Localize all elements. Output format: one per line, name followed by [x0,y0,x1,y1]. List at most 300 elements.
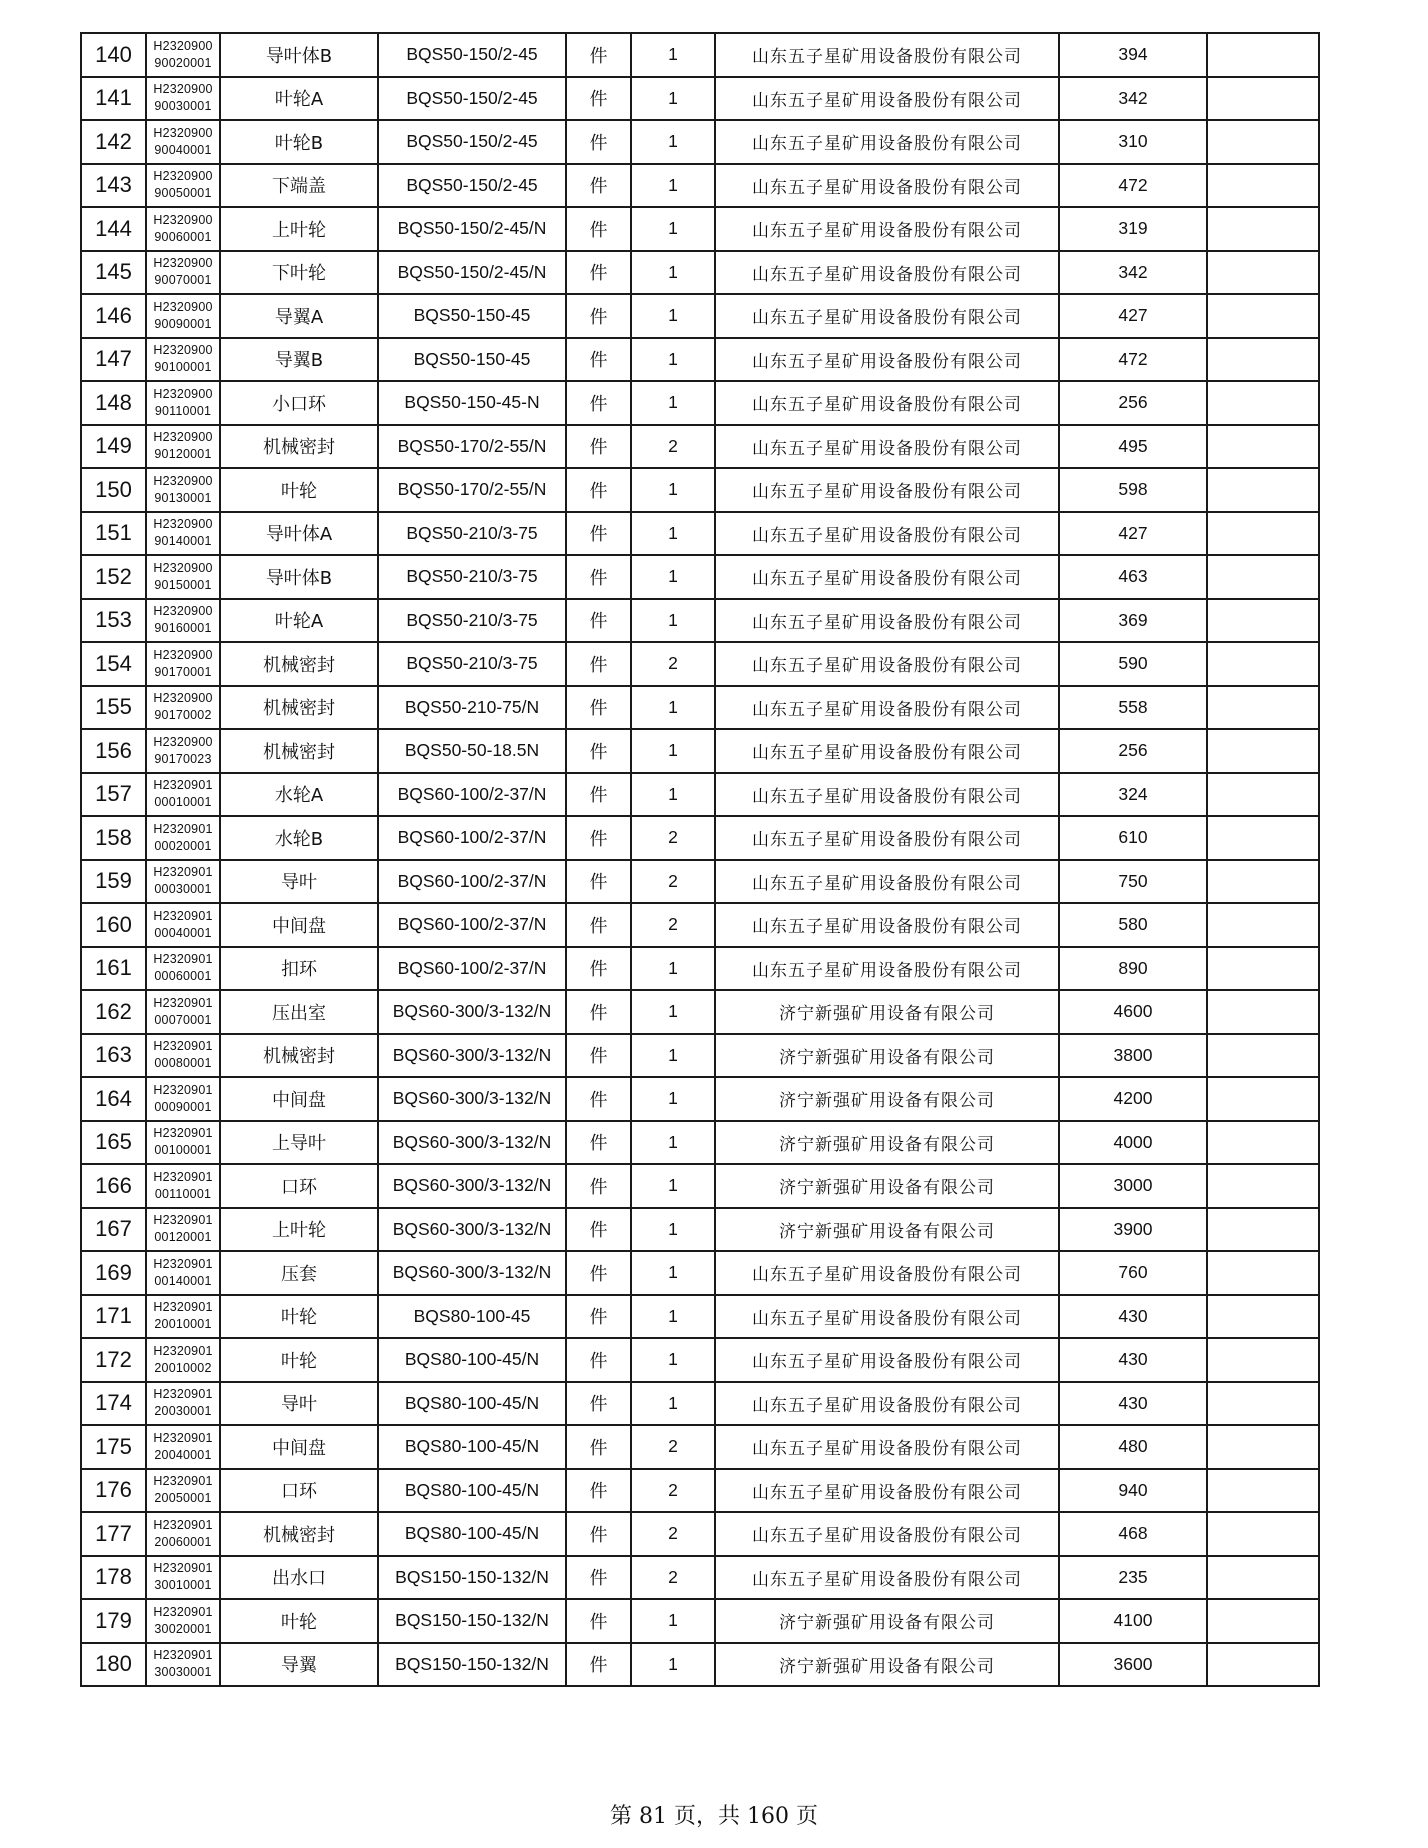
supplier-cell: 山东五子星矿用设备股份有限公司 [715,860,1059,904]
supplier-cell: 济宁新强矿用设备有限公司 [715,1121,1059,1165]
price-cell: 4000 [1059,1121,1207,1165]
quantity-cell: 1 [631,77,715,121]
price-cell: 750 [1059,860,1207,904]
price-cell: 324 [1059,773,1207,817]
supplier-cell: 山东五子星矿用设备股份有限公司 [715,164,1059,208]
supplier-cell: 山东五子星矿用设备股份有限公司 [715,1469,1059,1513]
material-code-cell [146,1251,220,1295]
row-number-cell: 164 [81,1077,146,1121]
part-name-cell: 出水口 [220,1556,378,1600]
model-spec-cell: BQS60-300/3-132/N [378,1077,566,1121]
supplier-cell: 山东五子星矿用设备股份有限公司 [715,686,1059,730]
remark-cell [1207,1643,1319,1687]
table-row [81,120,1319,164]
part-name-cell: 导叶 [220,1382,378,1426]
model-spec-cell: BQS60-300/3-132/N [378,1121,566,1165]
material-code-cell [146,164,220,208]
row-number-cell: 179 [81,1599,146,1643]
supplier-cell: 山东五子星矿用设备股份有限公司 [715,338,1059,382]
material-code-cell [146,1295,220,1339]
quantity-cell: 1 [631,120,715,164]
material-code-line2: 90050001 [154,186,212,201]
remark-cell [1207,1295,1319,1339]
model-spec-cell: BQS60-300/3-132/N [378,1034,566,1078]
material-code-cell [146,338,220,382]
supplier-cell: 山东五子星矿用设备股份有限公司 [715,120,1059,164]
quantity-cell: 2 [631,1425,715,1469]
material-code-line1: H2320900 [153,125,213,140]
supplier-cell: 济宁新强矿用设备有限公司 [715,1599,1059,1643]
table-row [81,599,1319,643]
row-number-cell: 151 [81,512,146,556]
material-code-cell [146,1425,220,1469]
part-name-cell: 中间盘 [220,1077,378,1121]
unit-cell: 件 [566,120,631,164]
supplier-cell: 山东五子星矿用设备股份有限公司 [715,555,1059,599]
remark-cell [1207,1382,1319,1426]
quantity-cell: 1 [631,686,715,730]
supplier-cell: 山东五子星矿用设备股份有限公司 [715,425,1059,469]
row-number-cell: 162 [81,990,146,1034]
material-code-line2: 00010001 [154,795,212,810]
row-number-cell: 143 [81,164,146,208]
material-code-line2: 00120001 [154,1230,212,1245]
part-name-cell: 口环 [220,1469,378,1513]
quantity-cell: 1 [631,947,715,991]
quantity-cell: 1 [631,381,715,425]
model-spec-cell: BQS60-100/2-37/N [378,947,566,991]
supplier-cell: 山东五子星矿用设备股份有限公司 [715,947,1059,991]
material-code-line1: H2320901 [153,995,213,1010]
model-spec-cell: BQS50-210/3-75 [378,512,566,556]
unit-cell: 件 [566,1121,631,1165]
remark-cell [1207,338,1319,382]
part-name-cell: 导叶体B [220,33,378,77]
material-code-line2: 90140001 [154,534,212,549]
material-code-line1: H2320900 [153,473,213,488]
material-code-line2: 90170002 [154,708,212,723]
material-code-line1: H2320900 [153,256,213,271]
model-spec-cell: BQS60-100/2-37/N [378,903,566,947]
part-name-cell: 叶轮A [220,77,378,121]
supplier-cell: 山东五子星矿用设备股份有限公司 [715,251,1059,295]
material-code-cell [146,1512,220,1556]
model-spec-cell: BQS60-100/2-37/N [378,816,566,860]
material-code-line1: H2320901 [153,865,213,880]
material-code-line1: H2320900 [153,517,213,532]
quantity-cell: 1 [631,1077,715,1121]
material-code-line2: 90170001 [154,664,212,679]
row-number-cell: 140 [81,33,146,77]
remark-cell [1207,1164,1319,1208]
row-number-cell: 177 [81,1512,146,1556]
supplier-cell: 山东五子星矿用设备股份有限公司 [715,1425,1059,1469]
material-code-cell [146,251,220,295]
remark-cell [1207,425,1319,469]
unit-cell: 件 [566,164,631,208]
remark-cell [1207,1599,1319,1643]
remark-cell [1207,642,1319,686]
model-spec-cell: BQS50-150/2-45 [378,164,566,208]
price-cell: 760 [1059,1251,1207,1295]
supplier-cell: 山东五子星矿用设备股份有限公司 [715,773,1059,817]
part-name-cell: 机械密封 [220,729,378,773]
row-number-cell: 161 [81,947,146,991]
price-cell: 342 [1059,77,1207,121]
page-footer: 第 81 页，共 160 页 [610,1804,818,1829]
unit-cell: 件 [566,642,631,686]
row-number-cell: 154 [81,642,146,686]
unit-cell: 件 [566,251,631,295]
quantity-cell: 1 [631,1382,715,1426]
material-code-line2: 00100001 [154,1143,212,1158]
material-code-line1: H2320901 [153,1604,213,1619]
price-cell: 4600 [1059,990,1207,1034]
price-cell: 472 [1059,338,1207,382]
model-spec-cell: BQS150-150-132/N [378,1599,566,1643]
price-cell: 369 [1059,599,1207,643]
material-code-line1: H2320900 [153,38,213,53]
quantity-cell: 1 [631,1338,715,1382]
unit-cell: 件 [566,381,631,425]
material-code-line1: H2320901 [153,1517,213,1532]
supplier-cell: 山东五子星矿用设备股份有限公司 [715,729,1059,773]
material-code-line2: 90040001 [154,142,212,157]
material-code-cell [146,33,220,77]
unit-cell: 件 [566,1077,631,1121]
material-code-line1: H2320901 [153,1387,213,1402]
remark-cell [1207,251,1319,295]
part-name-cell: 叶轮B [220,120,378,164]
material-code-line2: 00070001 [154,1012,212,1027]
material-code-line1: H2320901 [153,1126,213,1141]
model-spec-cell: BQS50-210-75/N [378,686,566,730]
material-code-line1: H2320901 [153,952,213,967]
material-code-cell [146,1599,220,1643]
remark-cell [1207,990,1319,1034]
material-code-line1: H2320901 [153,1082,213,1097]
unit-cell: 件 [566,1512,631,1556]
table-row [81,1295,1319,1339]
supplier-cell: 济宁新强矿用设备有限公司 [715,990,1059,1034]
model-spec-cell: BQS50-150-45 [378,338,566,382]
quantity-cell: 1 [631,599,715,643]
remark-cell [1207,1512,1319,1556]
unit-cell: 件 [566,1164,631,1208]
model-spec-cell: BQS50-150/2-45/N [378,251,566,295]
quantity-cell: 1 [631,1295,715,1339]
part-name-cell: 导叶体B [220,555,378,599]
table-row [81,1643,1319,1687]
quantity-cell: 2 [631,1469,715,1513]
model-spec-cell: BQS50-170/2-55/N [378,425,566,469]
material-code-cell [146,1643,220,1687]
row-number-cell: 169 [81,1251,146,1295]
material-code-line1: H2320900 [153,691,213,706]
model-spec-cell: BQS50-150/2-45/N [378,207,566,251]
part-name-cell: 机械密封 [220,425,378,469]
material-code-cell [146,1469,220,1513]
model-spec-cell: BQS150-150-132/N [378,1556,566,1600]
material-code-line2: 00140001 [154,1273,212,1288]
material-code-cell [146,1338,220,1382]
part-name-cell: 压套 [220,1251,378,1295]
unit-cell: 件 [566,1382,631,1426]
model-spec-cell: BQS80-100-45/N [378,1382,566,1426]
remark-cell [1207,1338,1319,1382]
unit-cell: 件 [566,1425,631,1469]
quantity-cell: 1 [631,1643,715,1687]
quantity-cell: 2 [631,1556,715,1600]
remark-cell [1207,1251,1319,1295]
supplier-cell: 山东五子星矿用设备股份有限公司 [715,642,1059,686]
remark-cell [1207,294,1319,338]
quantity-cell: 1 [631,512,715,556]
remark-cell [1207,555,1319,599]
model-spec-cell: BQS50-210/3-75 [378,555,566,599]
supplier-cell: 山东五子星矿用设备股份有限公司 [715,1382,1059,1426]
row-number-cell: 148 [81,381,146,425]
unit-cell: 件 [566,599,631,643]
model-spec-cell: BQS80-100-45/N [378,1338,566,1382]
table-row [81,1251,1319,1295]
supplier-cell: 山东五子星矿用设备股份有限公司 [715,599,1059,643]
model-spec-cell: BQS60-300/3-132/N [378,1164,566,1208]
remark-cell [1207,381,1319,425]
remark-cell [1207,120,1319,164]
row-number-cell: 160 [81,903,146,947]
row-number-cell: 153 [81,599,146,643]
unit-cell: 件 [566,1295,631,1339]
supplier-cell: 山东五子星矿用设备股份有限公司 [715,512,1059,556]
row-number-cell: 174 [81,1382,146,1426]
model-spec-cell: BQS80-100-45/N [378,1512,566,1556]
material-code-line1: H2320901 [153,1561,213,1576]
row-number-cell: 152 [81,555,146,599]
unit-cell: 件 [566,1556,631,1600]
table-row [81,338,1319,382]
material-code-line2: 20060001 [154,1534,212,1549]
material-code-line2: 00040001 [154,925,212,940]
material-code-line2: 90030001 [154,99,212,114]
material-code-line2: 30010001 [154,1578,212,1593]
unit-cell: 件 [566,773,631,817]
table-row [81,381,1319,425]
part-name-cell: 导叶体A [220,512,378,556]
material-code-cell [146,947,220,991]
part-name-cell: 上叶轮 [220,207,378,251]
material-code-line2: 20050001 [154,1491,212,1506]
part-name-cell: 导叶 [220,860,378,904]
price-cell: 430 [1059,1338,1207,1382]
table-row [81,1164,1319,1208]
price-cell: 310 [1059,120,1207,164]
material-code-cell [146,773,220,817]
remark-cell [1207,77,1319,121]
remark-cell [1207,1469,1319,1513]
row-number-cell: 150 [81,468,146,512]
model-spec-cell: BQS150-150-132/N [378,1643,566,1687]
material-code-cell [146,1208,220,1252]
supplier-cell: 山东五子星矿用设备股份有限公司 [715,1338,1059,1382]
material-code-line1: H2320900 [153,604,213,619]
unit-cell: 件 [566,1034,631,1078]
material-code-cell [146,294,220,338]
material-code-line1: H2320900 [153,212,213,227]
row-number-cell: 145 [81,251,146,295]
supplier-cell: 山东五子星矿用设备股份有限公司 [715,816,1059,860]
price-cell: 427 [1059,294,1207,338]
remark-cell [1207,860,1319,904]
table-row [81,729,1319,773]
material-code-line2: 20010002 [154,1360,212,1375]
material-code-line2: 20040001 [154,1447,212,1462]
table-row [81,1512,1319,1556]
part-name-cell: 导翼B [220,338,378,382]
material-code-line1: H2320900 [153,734,213,749]
part-name-cell: 小口环 [220,381,378,425]
quantity-cell: 1 [631,1034,715,1078]
row-number-cell: 147 [81,338,146,382]
remark-cell [1207,903,1319,947]
quantity-cell: 1 [631,164,715,208]
material-code-line1: H2320900 [153,343,213,358]
material-code-cell [146,729,220,773]
model-spec-cell: BQS50-170/2-55/N [378,468,566,512]
material-code-line2: 90100001 [154,360,212,375]
material-code-line1: H2320901 [153,1256,213,1271]
unit-cell: 件 [566,207,631,251]
material-code-cell [146,642,220,686]
table-body [81,33,1319,1686]
table-row [81,816,1319,860]
material-code-line1: H2320901 [153,1039,213,1054]
material-code-line2: 30030001 [154,1665,212,1680]
table-row [81,686,1319,730]
quantity-cell: 1 [631,294,715,338]
unit-cell: 件 [566,468,631,512]
remark-cell [1207,1034,1319,1078]
price-cell: 256 [1059,729,1207,773]
row-number-cell: 171 [81,1295,146,1339]
supplier-cell: 山东五子星矿用设备股份有限公司 [715,294,1059,338]
quantity-cell: 1 [631,729,715,773]
supplier-cell: 山东五子星矿用设备股份有限公司 [715,1512,1059,1556]
table-row [81,1121,1319,1165]
supplier-cell: 山东五子星矿用设备股份有限公司 [715,1295,1059,1339]
table-row [81,903,1319,947]
price-cell: 472 [1059,164,1207,208]
model-spec-cell: BQS60-300/3-132/N [378,1251,566,1295]
model-spec-cell: BQS50-150/2-45 [378,33,566,77]
material-code-line2: 90170023 [154,751,212,766]
model-spec-cell: BQS60-100/2-37/N [378,773,566,817]
table-row [81,468,1319,512]
material-code-line1: H2320901 [153,1474,213,1489]
unit-cell: 件 [566,1338,631,1382]
unit-cell: 件 [566,947,631,991]
part-name-cell: 机械密封 [220,1034,378,1078]
model-spec-cell: BQS50-150-45-N [378,381,566,425]
material-code-line1: H2320901 [153,1169,213,1184]
table-row [81,164,1319,208]
quantity-cell: 1 [631,1251,715,1295]
row-number-cell: 141 [81,77,146,121]
supplier-cell: 山东五子星矿用设备股份有限公司 [715,1556,1059,1600]
price-cell: 580 [1059,903,1207,947]
material-code-cell [146,686,220,730]
unit-cell: 件 [566,729,631,773]
material-code-line2: 90130001 [154,490,212,505]
table-row [81,555,1319,599]
price-cell: 463 [1059,555,1207,599]
material-code-cell [146,555,220,599]
material-code-cell [146,207,220,251]
remark-cell [1207,1208,1319,1252]
table-row [81,1077,1319,1121]
row-number-cell: 156 [81,729,146,773]
material-code-line2: 00060001 [154,969,212,984]
table-row [81,425,1319,469]
model-spec-cell: BQS60-300/3-132/N [378,990,566,1034]
material-code-line1: H2320900 [153,299,213,314]
material-code-line2: 90110001 [154,403,212,418]
model-spec-cell: BQS50-150/2-45 [378,120,566,164]
unit-cell: 件 [566,33,631,77]
supplier-cell: 山东五子星矿用设备股份有限公司 [715,207,1059,251]
price-cell: 342 [1059,251,1207,295]
part-name-cell: 导翼 [220,1643,378,1687]
material-code-cell [146,1164,220,1208]
material-code-line1: H2320900 [153,82,213,97]
price-cell: 480 [1059,1425,1207,1469]
remark-cell [1207,686,1319,730]
unit-cell: 件 [566,860,631,904]
supplier-cell: 山东五子星矿用设备股份有限公司 [715,33,1059,77]
quantity-cell: 1 [631,207,715,251]
table-row [81,860,1319,904]
remark-cell [1207,1077,1319,1121]
material-code-line2: 90160001 [154,621,212,636]
material-code-line2: 90070001 [154,273,212,288]
material-code-line1: H2320901 [153,908,213,923]
price-cell: 4100 [1059,1599,1207,1643]
row-number-cell: 158 [81,816,146,860]
row-number-cell: 163 [81,1034,146,1078]
row-number-cell: 144 [81,207,146,251]
quantity-cell: 2 [631,816,715,860]
quantity-cell: 2 [631,1512,715,1556]
remark-cell [1207,947,1319,991]
price-cell: 610 [1059,816,1207,860]
row-number-cell: 157 [81,773,146,817]
price-cell: 3800 [1059,1034,1207,1078]
model-spec-cell: BQS50-210/3-75 [378,642,566,686]
table-row [81,77,1319,121]
model-spec-cell: BQS60-300/3-132/N [378,1208,566,1252]
quantity-cell: 1 [631,1121,715,1165]
material-code-line1: H2320901 [153,1430,213,1445]
table-row [81,1382,1319,1426]
price-cell: 598 [1059,468,1207,512]
material-code-line1: H2320900 [153,560,213,575]
part-name-cell: 机械密封 [220,1512,378,1556]
material-code-cell [146,816,220,860]
price-cell: 495 [1059,425,1207,469]
table-row [81,1469,1319,1513]
price-cell: 3900 [1059,1208,1207,1252]
part-name-cell: 叶轮 [220,468,378,512]
